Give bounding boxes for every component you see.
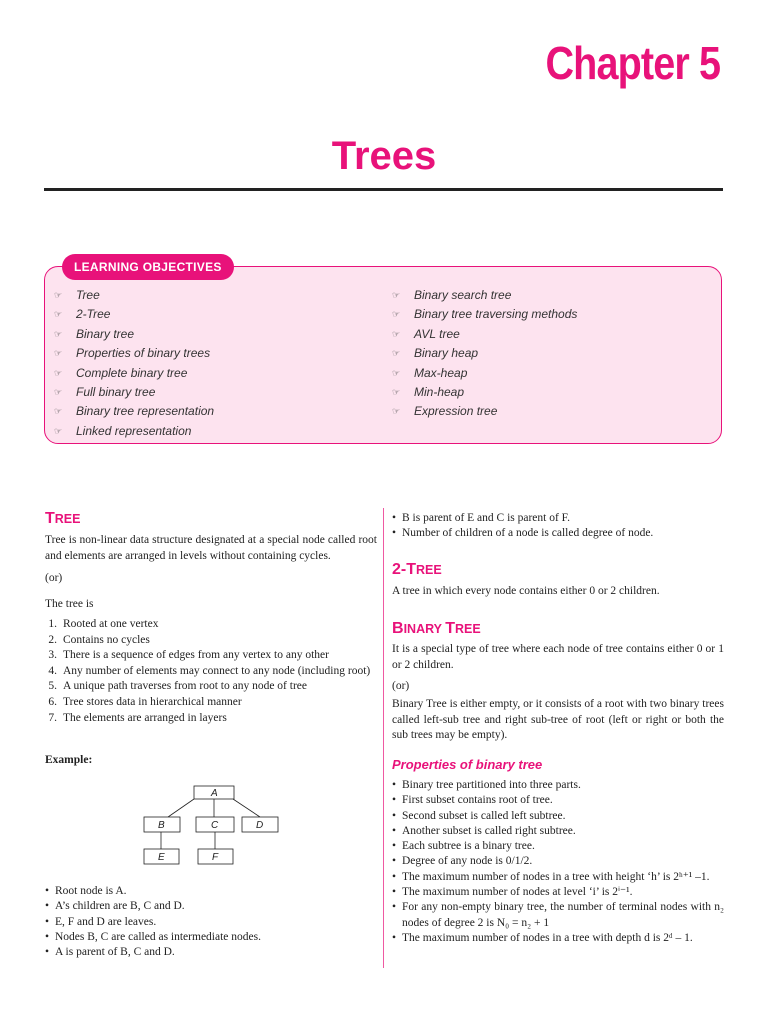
bullet-text: Another subset is called right subtree. — [402, 824, 576, 837]
list-item — [41, 711, 377, 727]
bullet-item — [45, 899, 380, 914]
node-d: D — [256, 820, 264, 831]
bullet-icon: • — [392, 855, 397, 868]
bullet-icon: • — [392, 870, 397, 883]
objectives-right-list — [392, 286, 577, 422]
list-text: A unique path traverses from root to any node of tree — [63, 680, 307, 693]
bullet-item — [392, 931, 724, 946]
objective-item — [54, 325, 214, 344]
list-number: 1. — [48, 618, 57, 630]
pointing-hand-icon: ☞ — [392, 348, 401, 359]
bullet-item — [392, 778, 724, 793]
objective-label: Min-heap — [414, 384, 465, 399]
bullet-icon: • — [45, 885, 50, 897]
objective-label: Properties of binary trees — [76, 346, 211, 361]
binary-tree-alt-definition: Binary Tree is either empty, or it consists of a root with two binary trees called left-sub tree and right sub-tree of root (left or right or both the sub trees may be empty). — [392, 698, 724, 741]
binary-tree-heading: BINARY TREE — [392, 620, 481, 637]
list-number: 5. — [48, 680, 57, 693]
node-e: E — [158, 852, 165, 863]
bullet-item — [392, 809, 724, 824]
two-tree-definition: A tree in which every node contains either 0 or 2 children. — [392, 585, 660, 597]
bullet-item — [392, 885, 724, 900]
pointing-hand-icon: ☞ — [392, 386, 401, 397]
objective-label: Full binary tree — [76, 384, 156, 399]
bullet-icon: • — [45, 946, 50, 959]
bullet-icon: • — [392, 824, 397, 837]
node-a: A — [211, 788, 218, 799]
objective-item — [54, 286, 214, 305]
bullet-text: Each subtree is a binary tree. — [402, 840, 535, 853]
list-item — [41, 648, 377, 664]
column-divider — [383, 508, 384, 968]
list-number: 4. — [48, 664, 57, 677]
bullet-item — [45, 915, 380, 930]
bullet-text: The maximum number of nodes in a tree with depth d is 2ᵈ – 1. — [402, 931, 693, 944]
properties-list — [392, 778, 724, 946]
list-item — [41, 664, 377, 680]
pointing-hand-icon: ☞ — [392, 367, 401, 378]
node-b: B — [158, 820, 165, 831]
bullet-icon: • — [392, 886, 397, 899]
bullet-icon: • — [392, 931, 397, 944]
tree-properties-list — [41, 617, 377, 726]
pointing-hand-icon: ☞ — [54, 367, 63, 378]
title-rule — [44, 188, 723, 191]
objective-label: Complete binary tree — [76, 365, 188, 380]
bullet-text: The maximum number of nodes in a tree with height ‘h’ is 2ʰ⁺¹ –1. — [402, 870, 710, 883]
objective-label: Binary heap — [414, 346, 479, 361]
node-f: F — [212, 852, 219, 863]
bullet-icon: • — [392, 840, 397, 853]
chapter-number: Chapter 5 — [545, 37, 720, 89]
bullet-item — [45, 945, 380, 960]
pointing-hand-icon: ☞ — [54, 406, 63, 417]
objective-item — [54, 402, 214, 421]
two-tree-heading: 2-TREE — [392, 561, 442, 578]
bullet-text: Root node is A. — [55, 885, 127, 897]
bullet-icon: • — [392, 809, 397, 822]
pointing-hand-icon: ☞ — [54, 290, 63, 300]
list-number: 7. — [48, 711, 57, 724]
node-c: C — [211, 820, 219, 831]
objective-label: Binary search tree — [414, 288, 512, 302]
learning-objectives-tab: LEARNING OBJECTIVES — [62, 254, 234, 280]
binary-or-text: (or) — [392, 680, 410, 692]
bullet-text: For any non-empty binary tree, the number of terminal nodes with n₂ nodes of degree 2 is N₀ = n₂ + 1 — [402, 901, 724, 929]
tree-intro: The tree is — [45, 598, 94, 610]
bullet-text: Nodes B, C are called as intermediate nodes. — [55, 930, 261, 943]
list-text: Contains no cycles — [63, 633, 150, 646]
bullet-text: Binary tree partitioned into three parts. — [402, 779, 581, 791]
pointing-hand-icon: ☞ — [54, 348, 63, 359]
pointing-hand-icon: ☞ — [54, 328, 63, 339]
objective-item — [54, 344, 214, 363]
list-text: The elements are arranged in layers — [63, 711, 227, 724]
bullet-text: Number of children of a node is called degree of node. — [402, 527, 654, 540]
bullet-text: Degree of any node is 0/1/2. — [402, 855, 533, 868]
objective-item — [392, 305, 577, 324]
objective-item — [392, 364, 577, 383]
bullet-icon: • — [392, 901, 397, 914]
properties-heading: Properties of binary tree — [392, 757, 543, 772]
bullet-item — [392, 870, 724, 885]
bullet-text: First subset contains root of tree. — [402, 794, 553, 807]
objective-label: Binary tree representation — [76, 404, 215, 419]
objective-item — [54, 422, 214, 441]
list-number: 6. — [48, 695, 57, 708]
objective-label: Tree — [76, 288, 100, 302]
binary-tree-definition: It is a special type of tree where each node of tree contains either 0 or 1 or 2 children. — [392, 643, 724, 671]
objective-label: Binary tree — [76, 326, 135, 341]
objective-label: Expression tree — [414, 404, 498, 419]
bullet-text: A is parent of B, C and D. — [55, 946, 175, 959]
objective-item — [54, 383, 214, 402]
bullet-item — [392, 839, 724, 854]
bullet-text: B is parent of E and C is parent of F. — [402, 512, 571, 524]
objective-item — [392, 286, 577, 305]
list-text: Any number of elements may connect to any node (including root) — [63, 664, 371, 677]
pointing-hand-icon: ☞ — [392, 309, 401, 320]
objective-label: 2-Tree — [76, 307, 111, 322]
objective-item — [392, 383, 577, 402]
bullet-item — [392, 824, 724, 839]
bullet-item — [392, 854, 724, 869]
list-number: 2. — [48, 633, 57, 646]
bullet-text: The maximum number of nodes at level ‘i’ is 2ⁱ⁻¹. — [402, 886, 633, 899]
pointing-hand-icon: ☞ — [54, 386, 63, 397]
or-text: (or) — [45, 572, 63, 584]
right-top-bullets — [392, 511, 724, 542]
objectives-left-list — [54, 286, 214, 441]
bullet-item — [45, 884, 380, 899]
objective-item — [54, 305, 214, 324]
list-item — [41, 617, 377, 633]
list-text: Tree stores data in hierarchical manner — [63, 695, 242, 708]
bullet-icon: • — [392, 779, 397, 791]
objective-item — [54, 364, 214, 383]
bullet-text: E, F and D are leaves. — [55, 915, 157, 928]
bullet-item — [392, 900, 724, 931]
bullet-item — [392, 793, 724, 808]
bullet-icon: • — [392, 794, 397, 807]
bullet-text: Second subset is called left subtree. — [402, 809, 566, 822]
objective-item — [392, 344, 577, 363]
list-text: Rooted at one vertex — [63, 618, 159, 630]
pointing-hand-icon: ☞ — [54, 309, 63, 320]
list-text: There is a sequence of edges from any vertex to any other — [63, 649, 329, 662]
bullet-icon: • — [45, 900, 50, 913]
bullet-icon: • — [45, 915, 50, 928]
tree-diagram — [140, 784, 285, 868]
pointing-hand-icon: ☞ — [392, 290, 401, 300]
bullet-icon: • — [392, 512, 397, 524]
bullet-icon: • — [45, 930, 50, 943]
bullet-item — [392, 511, 724, 526]
bullet-text: A’s children are B, C and D. — [55, 900, 185, 913]
bullet-item — [392, 526, 724, 541]
bullet-item — [45, 930, 380, 945]
list-number: 3. — [48, 649, 57, 662]
objective-label: AVL tree — [414, 326, 460, 341]
objective-label: Linked representation — [76, 423, 192, 438]
tree-definition: Tree is non-linear data structure designated at a special node called root and elements are arranged in levels without containing cycles. — [45, 534, 377, 562]
objective-item — [392, 325, 577, 344]
tree-heading: TREE — [45, 510, 81, 527]
list-item — [41, 695, 377, 711]
example-label: Example: — [45, 754, 93, 766]
list-item — [41, 679, 377, 695]
pointing-hand-icon: ☞ — [54, 425, 63, 436]
chapter-title: Trees — [331, 134, 437, 178]
bullet-icon: • — [392, 527, 397, 540]
list-item — [41, 633, 377, 649]
pointing-hand-icon: ☞ — [392, 328, 401, 339]
objective-label: Binary tree traversing methods — [414, 307, 578, 322]
pointing-hand-icon: ☞ — [392, 406, 401, 417]
objective-item — [392, 402, 577, 421]
objective-label: Max-heap — [414, 365, 468, 380]
tree-example-bullets — [45, 884, 380, 960]
